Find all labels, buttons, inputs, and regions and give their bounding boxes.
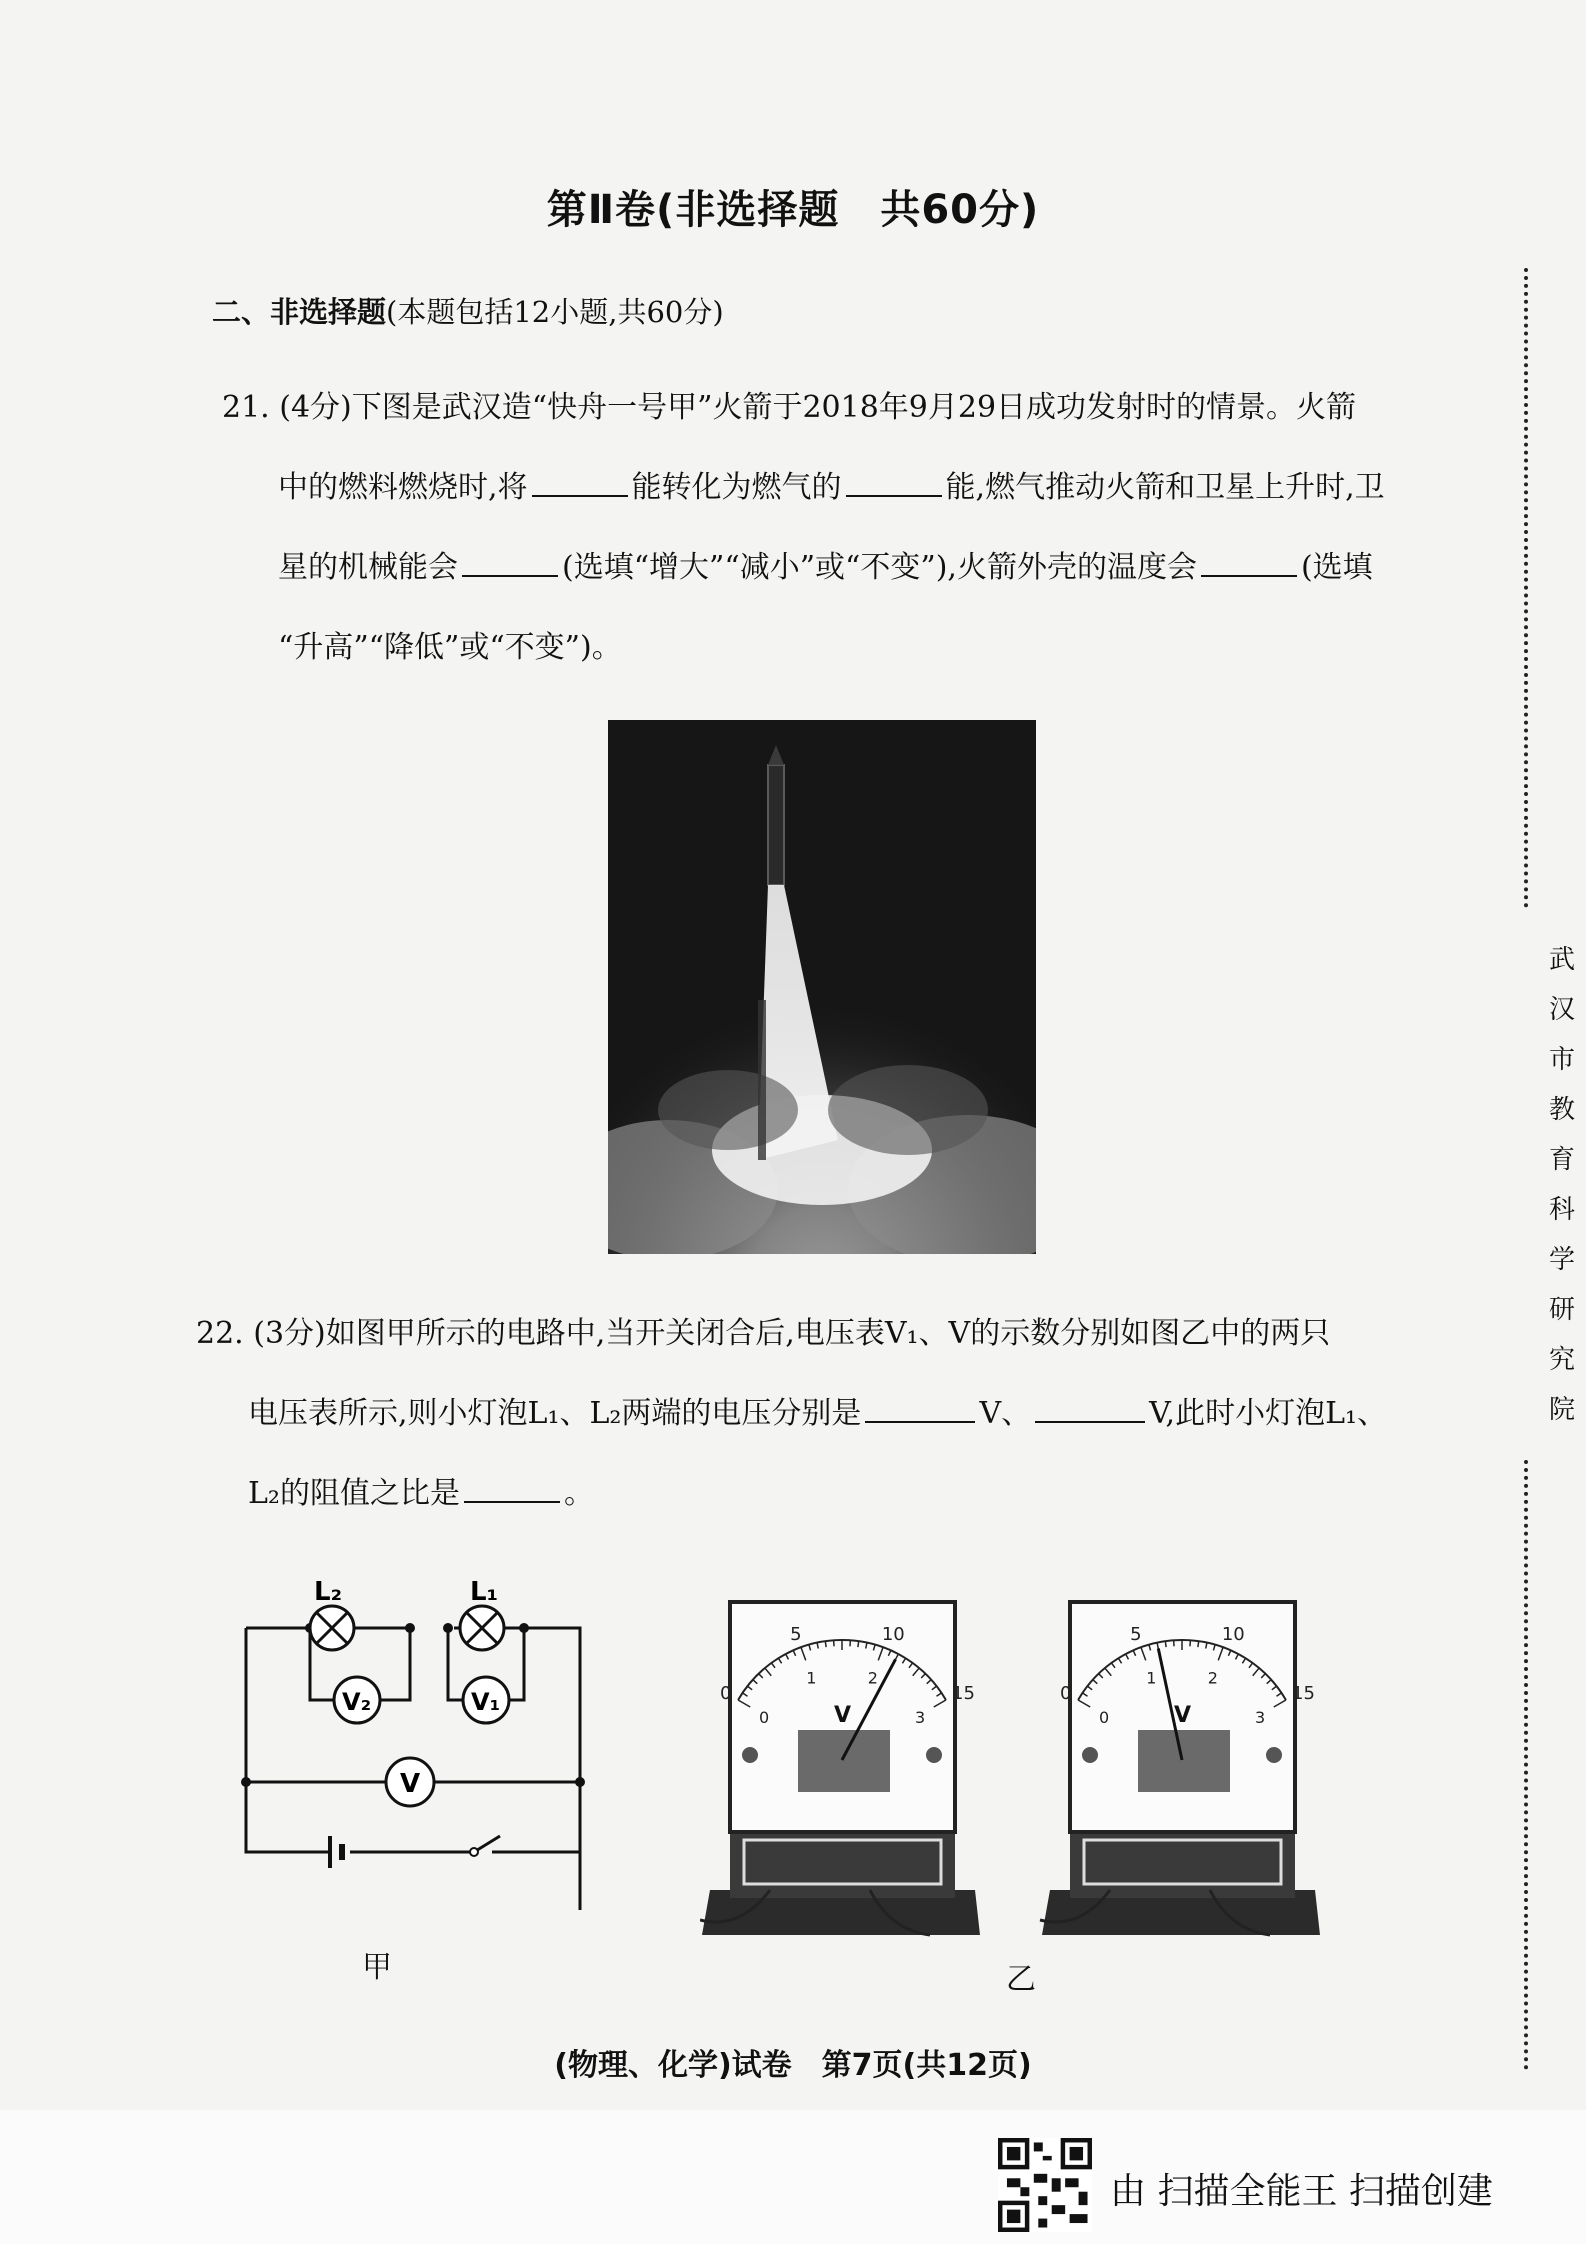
q22-blank-1[interactable] [865, 1397, 975, 1423]
rocket-image [608, 720, 1036, 1254]
q22-line-3: L₂的阻值之比是 。 [248, 1476, 594, 1511]
q21-blank-2[interactable] [846, 471, 942, 497]
q22-blank-2[interactable] [1035, 1397, 1145, 1423]
q22-number: 22. [196, 1316, 244, 1351]
section-heading [212, 290, 724, 331]
v2-label: V₂ [342, 1688, 372, 1716]
bottom-tick-label: 0 [1099, 1708, 1110, 1727]
scanner-watermark: 由 扫描全能王 扫描创建 [1110, 2171, 1493, 2212]
q22-line-2: 电压表所示,则小灯泡L₁、L₂两端的电压分别是 V、 V,此时小灯泡L₁、 [248, 1396, 1388, 1431]
l1-label: L₁ [470, 1577, 498, 1607]
page-footer: (物理、化学)试卷 第7页(共12页) [554, 2048, 1032, 2083]
scale-tick [1165, 1641, 1166, 1647]
voltmeter-1 [700, 1602, 980, 1935]
circuit-caption: 甲 [362, 1950, 392, 1985]
lamp-l1 [460, 1606, 504, 1650]
bottom-tick-label: 1 [1146, 1668, 1157, 1688]
v-label: V [400, 1769, 421, 1799]
l2-label: L₂ [314, 1577, 342, 1607]
top-tick-label: 10 [881, 1624, 905, 1646]
q21-line-4: “升高”“降低”或“不变”)。 [278, 630, 622, 665]
section-note: (本题包括12小题,共60分) [386, 295, 724, 329]
top-tick-label: 0 [1059, 1683, 1072, 1704]
question-22 [196, 1294, 1526, 1534]
circuit-diagram [230, 1570, 600, 1910]
q21-blank-1[interactable] [532, 471, 628, 497]
sidebar-dots-top [1524, 268, 1534, 908]
voltmeter-photos [700, 1590, 1320, 1940]
sidebar-institution: 武汉市教育科学研究院 [1548, 945, 1575, 1425]
top-tick-label: 0 [719, 1683, 732, 1704]
scale-tick [858, 1641, 859, 1647]
top-tick-label: 15 [1292, 1683, 1315, 1704]
q21-blank-3[interactable] [462, 551, 558, 577]
question-21 [222, 368, 1522, 688]
q22-points: (3分) [253, 1316, 326, 1351]
top-tick-label: 5 [1130, 1624, 1142, 1646]
top-tick-label: 15 [952, 1683, 975, 1704]
top-tick-label: 10 [1221, 1624, 1245, 1646]
q22-blank-3[interactable] [464, 1477, 560, 1503]
bottom-tick-label: 2 [867, 1668, 878, 1688]
bottom-tick-label: 3 [1254, 1708, 1266, 1727]
q21-line-2: 中的燃料燃烧时,将 能转化为燃气的 能,燃气推动火箭和卫星上升时,卫 [278, 470, 1385, 505]
section-title: 第Ⅱ卷(非选择题 共60分) [546, 187, 1040, 233]
sidebar-dots-bottom [1524, 1460, 1534, 2070]
q22-line-1: 22. (3分)如图甲所示的电路中,当开关闭合后,电压表V₁、V的示数分别如图乙中的两只 [196, 1316, 1331, 1351]
bottom-tick-label: 2 [1207, 1668, 1218, 1688]
lamp-l2 [310, 1606, 354, 1650]
section-label: 二、非选择题 [212, 295, 387, 329]
meters-caption: 乙 [1006, 1962, 1036, 1997]
unit-label: V [834, 1703, 852, 1728]
q21-line-1: 21. (4分)下图是武汉造“快舟一号甲”火箭于2018年9月29日成功发射时的情景。火箭 [222, 390, 1357, 425]
unit-label: V [1174, 1703, 1192, 1728]
rocket-launch-photo [608, 720, 1036, 1254]
bottom-tick-label: 0 [759, 1708, 770, 1727]
bottom-tick-label: 1 [806, 1668, 817, 1688]
v1-label: V₁ [471, 1688, 501, 1716]
q21-number: 21. [222, 390, 270, 425]
q21-points: (4分) [279, 390, 352, 425]
bottom-tick-label: 3 [914, 1708, 926, 1727]
scale-tick [1198, 1641, 1199, 1647]
top-tick-label: 5 [790, 1624, 802, 1646]
q21-line-3: 星的机械能会 (选填“增大”“减小”或“不变”),火箭外壳的温度会 (选填 [278, 550, 1373, 585]
scale-tick [825, 1641, 826, 1647]
q21-blank-4[interactable] [1201, 551, 1297, 577]
voltmeter-2 [1040, 1602, 1320, 1935]
qr-code-icon [998, 2138, 1092, 2232]
